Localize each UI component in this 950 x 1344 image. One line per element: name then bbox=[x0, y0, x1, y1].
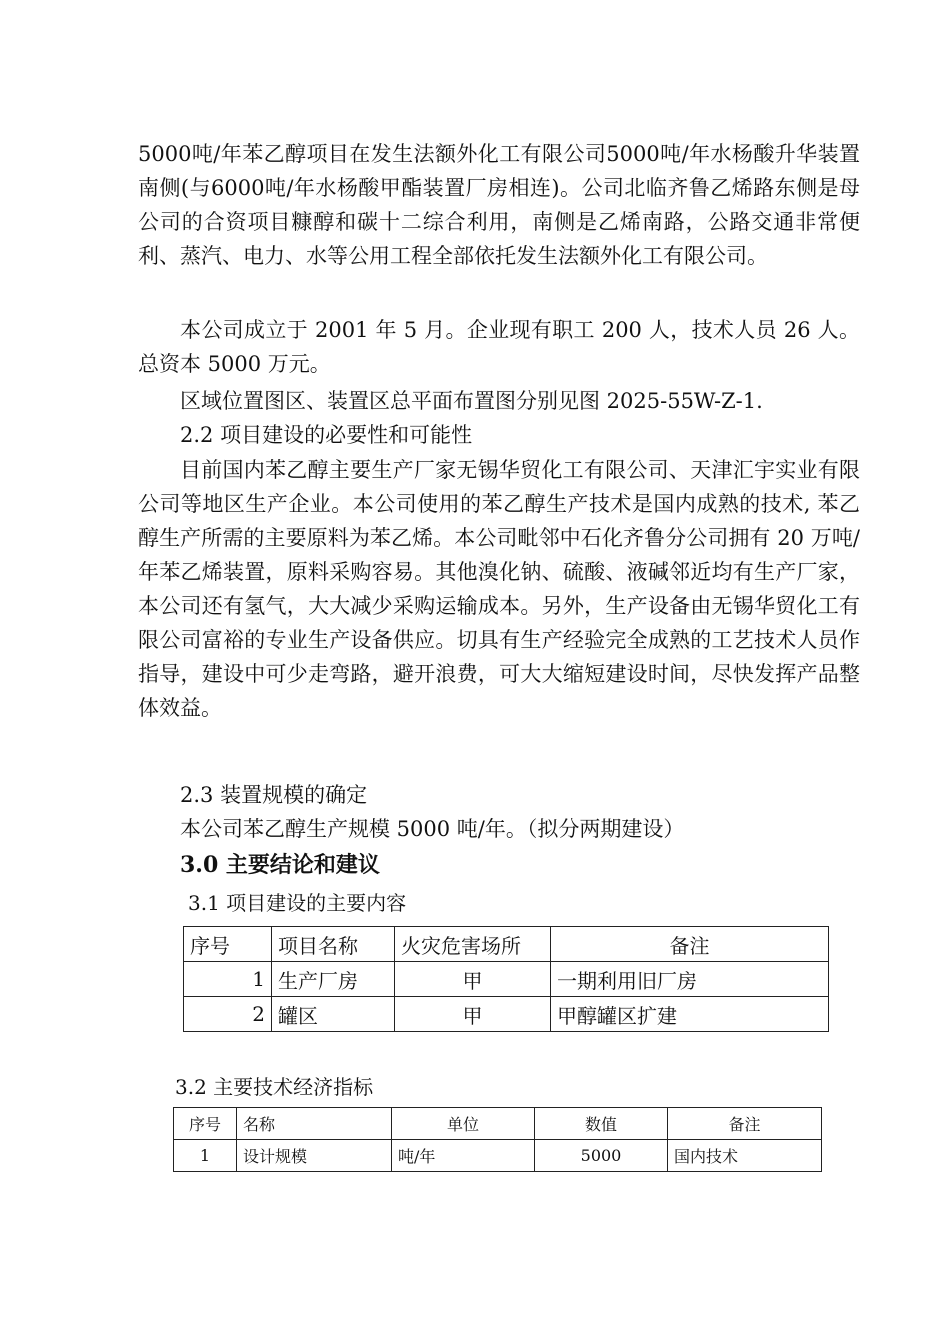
paragraph-scale: 本公司苯乙醇生产规模 5000 吨/年。（拟分两期建设） bbox=[180, 817, 685, 841]
table-tech-indicators bbox=[173, 1107, 822, 1172]
table-row bbox=[174, 1140, 822, 1172]
table-cell: 甲 bbox=[395, 962, 551, 997]
table-header-cell: 备注 bbox=[551, 927, 829, 962]
table-cell: 1 bbox=[184, 962, 272, 997]
table-header-cell: 项目名称 bbox=[272, 927, 395, 962]
table-header-cell: 名称 bbox=[237, 1108, 392, 1140]
table-cell: 5000 bbox=[535, 1140, 668, 1172]
table-header-cell: 备注 bbox=[668, 1108, 822, 1140]
table-row bbox=[184, 997, 829, 1032]
paragraph-figure-ref: 区域位置图区、装置区总平面布置图分别见图 2025-55W-Z-1. bbox=[180, 389, 763, 413]
table-cell: 2 bbox=[184, 997, 272, 1032]
heading-2-3: 2.3 装置规模的确定 bbox=[180, 783, 368, 807]
paragraph-location: 5000吨/年苯乙醇项目在发生法额外化工有限公司5000吨/年水杨酸升华装置南侧(与6000吨/年水杨酸甲酯装置厂房相连)。公司北临齐鲁乙烯路东侧是母公司的合资项目糠醇和碳十二综合利用，南侧是乙烯南路，公路交通非常便利、蒸汽、电力、水等公用工程全部依托发生法额外化工有限公司。 bbox=[138, 142, 860, 268]
table-cell: 甲 bbox=[395, 997, 551, 1032]
table-cell: 甲醇罐区扩建 bbox=[551, 997, 829, 1032]
table-header-cell: 序号 bbox=[174, 1108, 237, 1140]
table-cell: 设计规模 bbox=[237, 1140, 392, 1172]
table-header-cell: 火灾危害场所 bbox=[395, 927, 551, 962]
table-cell: 吨/年 bbox=[392, 1140, 535, 1172]
table-cell: 罐区 bbox=[272, 997, 395, 1032]
heading-3-2: 3.2 主要技术经济指标 bbox=[175, 1075, 374, 1099]
table-header-cell: 数值 bbox=[535, 1108, 668, 1140]
table-cell: 一期利用旧厂房 bbox=[551, 962, 829, 997]
table-row bbox=[184, 962, 829, 997]
heading-3-0: 3.0 主要结论和建议 bbox=[180, 852, 380, 878]
table-cell: 1 bbox=[174, 1140, 237, 1172]
table-cell: 生产厂房 bbox=[272, 962, 395, 997]
table-header-row bbox=[174, 1108, 822, 1140]
heading-2-2: 2.2 项目建设的必要性和可能性 bbox=[180, 423, 473, 447]
heading-3-1: 3.1 项目建设的主要内容 bbox=[188, 891, 407, 915]
paragraph-company-info: 本公司成立于 2001 年 5 月。企业现有职工 200 人，技术人员 26 人。总资本 5000 万元。 bbox=[138, 318, 860, 376]
table-header-row bbox=[184, 927, 829, 962]
table-header-cell: 单位 bbox=[392, 1108, 535, 1140]
table-header-cell: 序号 bbox=[184, 927, 272, 962]
paragraph-necessity: 目前国内苯乙醇主要生产厂家无锡华贸化工有限公司、天津汇宇实业有限公司等地区生产企业。本公司使用的苯乙醇生产技术是国内成熟的技术, 苯乙醇生产所需的主要原料为苯乙烯。本公司毗邻中石化齐鲁分公司拥有 20 万吨/年苯乙烯装置，原料采购容易。其他溴化钠、硫酸、液碱邻近均有生产厂家，本公司还有氢气，大大减少采购运输成本。另外，生产设备由无锡华贸化工有限公司富裕的专业生产设备供应。切具有生产经验完全成熟的工艺技术人员作指导，建设中可少走弯路，避开浪费，可大大缩短建设时间，尽快发挥产品整体效益。 bbox=[138, 458, 860, 720]
table-main-contents bbox=[183, 926, 829, 1032]
table-cell: 国内技术 bbox=[668, 1140, 822, 1172]
